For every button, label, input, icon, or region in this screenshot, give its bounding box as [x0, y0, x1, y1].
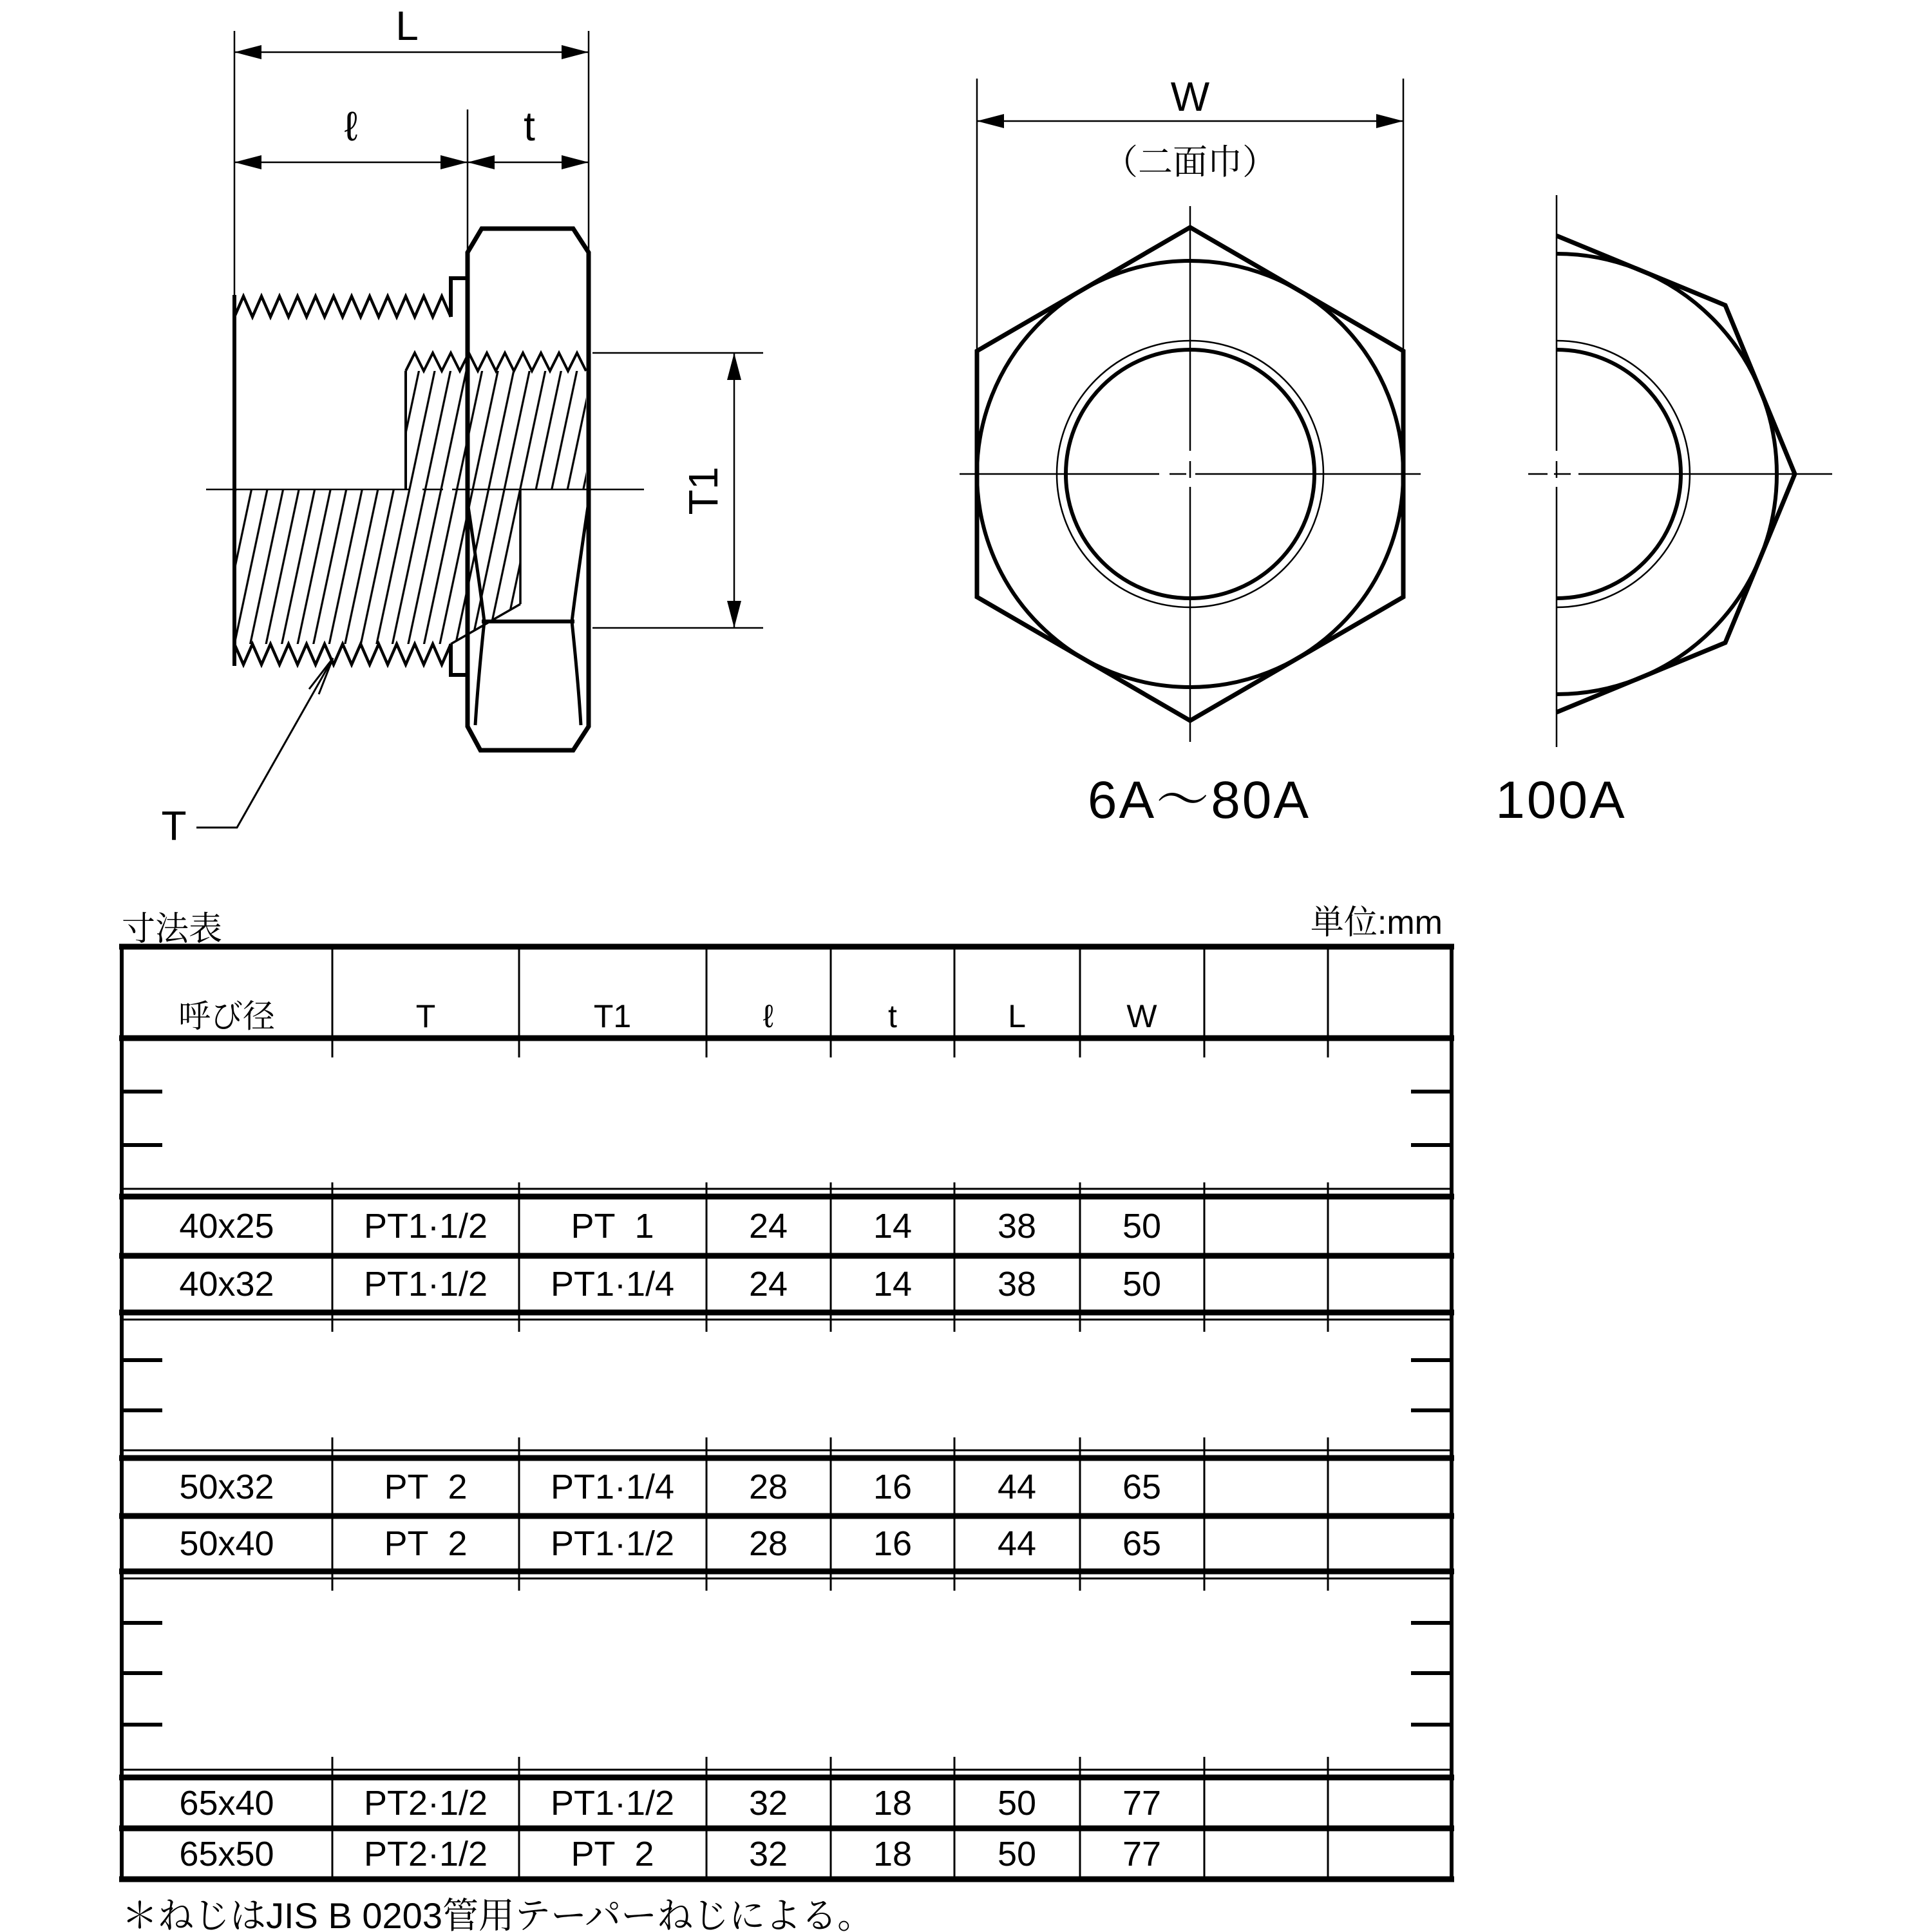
cell: PT1·1/2	[363, 1207, 488, 1245]
table-title: 寸法表	[122, 911, 223, 948]
cell: 16	[873, 1468, 913, 1506]
cell: PT 1	[571, 1207, 654, 1245]
cell: 28	[748, 1468, 788, 1506]
cell: 50x32	[179, 1468, 274, 1506]
cell: 44	[997, 1524, 1037, 1563]
dim-label-T1: T1	[680, 466, 726, 515]
header-l: ℓ	[762, 998, 774, 1034]
cell: PT1·1/2	[363, 1265, 488, 1303]
header-T1: T1	[593, 998, 632, 1034]
cell: 40x25	[179, 1207, 274, 1245]
cell: 24	[748, 1265, 788, 1303]
cell: 65x50	[179, 1835, 274, 1873]
cell: 44	[997, 1468, 1037, 1506]
label-range: 6A～80A	[1087, 771, 1311, 829]
cell: 18	[873, 1835, 913, 1873]
cell: PT2·1/2	[363, 1835, 488, 1873]
cell: 14	[873, 1207, 913, 1245]
cell: 50	[997, 1835, 1037, 1873]
dim-label-l: ℓ	[344, 103, 358, 149]
cell: 50	[1122, 1207, 1162, 1245]
header-t: t	[888, 998, 897, 1034]
cell: 77	[1122, 1784, 1162, 1823]
cell: PT 2	[384, 1468, 468, 1506]
cell: 50	[997, 1784, 1037, 1823]
table-unit-label: 単位:mm	[1310, 904, 1443, 942]
cell: 32	[748, 1784, 788, 1823]
cell: PT1·1/4	[550, 1468, 675, 1506]
cell: PT 2	[571, 1835, 654, 1873]
cell: 50	[1122, 1265, 1162, 1303]
label-100a: 100A	[1495, 771, 1627, 829]
footnote: ＊ねじはJIS B 0203管用テーパーねじによる。	[122, 1895, 874, 1932]
header-nominal-size: 呼び径	[178, 998, 275, 1034]
cell: PT1·1/4	[550, 1265, 675, 1303]
cell: PT1·1/2	[550, 1784, 675, 1823]
dim-label-T: T	[161, 802, 187, 849]
header-L: L	[1008, 998, 1026, 1034]
dim-label-L: L	[395, 3, 419, 49]
cell: 14	[873, 1265, 913, 1303]
header-W: W	[1126, 998, 1157, 1034]
cell: PT1·1/2	[550, 1524, 675, 1563]
cell: 32	[748, 1835, 788, 1873]
cell: 16	[873, 1524, 913, 1563]
cell: 38	[997, 1265, 1037, 1303]
cell: 77	[1122, 1835, 1162, 1873]
label-across-flats: （二面巾）	[1103, 143, 1277, 182]
cell: 65x40	[179, 1784, 274, 1823]
cell: 18	[873, 1784, 913, 1823]
cell: 40x32	[179, 1265, 274, 1303]
cell: 50x40	[179, 1524, 274, 1563]
female-thread-hatch-upper	[406, 371, 586, 489]
cell: 38	[997, 1207, 1037, 1245]
dim-label-W: W	[1170, 73, 1210, 120]
cell: 65	[1122, 1468, 1162, 1506]
header-T: T	[415, 998, 436, 1034]
cell: 24	[748, 1207, 788, 1245]
dim-label-t: t	[524, 103, 535, 149]
cell: 28	[748, 1524, 788, 1563]
cell: PT2·1/2	[363, 1784, 488, 1823]
cell: 65	[1122, 1524, 1162, 1563]
cell: PT 2	[384, 1524, 468, 1563]
